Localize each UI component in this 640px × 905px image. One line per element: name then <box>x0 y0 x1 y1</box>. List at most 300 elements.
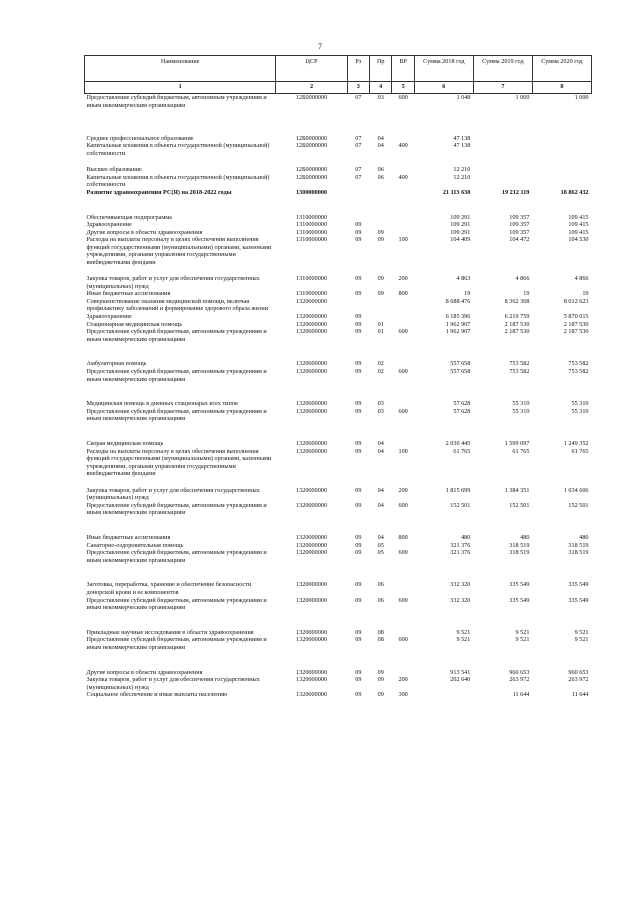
row-csr: 1320000000 <box>296 691 327 699</box>
row-sum-2019: 753 582 <box>509 360 530 368</box>
row-name: Предоставление субсидий бюджетным, автономным учреждениям и иным некоммерческим организациям <box>86 636 267 651</box>
table-row <box>85 629 592 637</box>
row-sum-2018: 109 291 <box>450 213 471 221</box>
row-sum-2020: 55 310 <box>571 400 589 408</box>
row-pr: 06 <box>377 166 384 174</box>
row-sum-2019: 2 187 530 <box>504 328 530 336</box>
row-vr: 600 <box>398 501 408 509</box>
row-spacer <box>85 652 592 661</box>
row-csr: 1300000000 <box>296 188 327 196</box>
row-sum-2019: 1 384 351 <box>504 486 530 494</box>
row-sum-2019: 1 599 097 <box>504 440 530 448</box>
row-sum-2020: 2 187 530 <box>563 320 589 328</box>
table-row <box>85 502 592 517</box>
row-rz: 09 <box>355 275 362 283</box>
row-pr: 04 <box>377 447 384 455</box>
row-sum-2019: 960 653 <box>509 668 530 676</box>
header-sum-2019: Сумма 2019 год <box>473 56 532 82</box>
row-sum-2020: 335 549 <box>568 581 589 589</box>
column-number: 8 <box>532 82 591 94</box>
row-spacer <box>85 196 592 205</box>
row-name: Заготовка, переработка, хранение и обеспечение безопасности донорской крови и ее компонентов <box>86 581 252 596</box>
row-sum-2018: 57 628 <box>453 407 471 415</box>
row-pr: 05 <box>377 541 384 549</box>
row-rz: 09 <box>355 628 362 636</box>
spacer-cell <box>85 118 592 127</box>
row-vr: 600 <box>398 407 408 415</box>
row-sum-2020: 55 310 <box>571 407 589 415</box>
row-rz: 09 <box>355 400 362 408</box>
row-pr: 08 <box>377 628 384 636</box>
row-sum-2020: 480 <box>579 534 589 541</box>
row-name: Здравоохранение <box>86 312 132 320</box>
row-rz: 09 <box>355 549 362 557</box>
row-sum-2020: 11 644 <box>571 691 589 699</box>
row-vr <box>392 135 414 143</box>
row-sum-2018: 332 320 <box>450 581 471 589</box>
row-name: Предоставление субсидий бюджетным, автономным учреждениям и иным некоммерческим организациям <box>86 328 267 343</box>
header-sum-2020: Сумма 2020 год <box>532 56 591 82</box>
row-sum-2019: 263 972 <box>509 676 530 684</box>
row-name: Предоставление субсидий бюджетным, автономным учреждениям и иным некоммерческим организациям <box>86 501 267 517</box>
row-pr: 09 <box>377 290 384 298</box>
table-row <box>85 400 592 408</box>
table-row <box>85 221 592 229</box>
row-sum-2020: 109 415 <box>568 221 589 229</box>
table-row <box>85 189 592 197</box>
row-rz: 09 <box>355 676 362 684</box>
row-vr: 200 <box>398 275 408 283</box>
row-rz: 09 <box>355 367 362 375</box>
spacer-cell <box>85 564 592 573</box>
row-name: Развитие здравоохранения РС(Я) на 2018-2022 годы <box>86 188 232 196</box>
row-rz: 07 <box>355 142 362 150</box>
table-header-row <box>85 56 592 82</box>
row-rz: 09 <box>355 312 362 320</box>
row-name: Скорая медицинская помощь <box>86 440 164 448</box>
row-vr <box>392 189 414 197</box>
row-vr: 600 <box>398 367 408 375</box>
spacer-cell <box>85 423 592 432</box>
row-sum-2020: 8 012 623 <box>563 297 589 305</box>
row-name: Другие вопросы в области здравоохранения <box>86 668 203 676</box>
column-number: 3 <box>347 82 369 94</box>
row-name: Иные бюджетные ассигнования <box>86 534 171 541</box>
table-row <box>85 360 592 368</box>
row-csr: 1320000000 <box>296 581 327 589</box>
row-name: Закупка товаров, работ и услуг для обеспечения государственных (муниципальных) нужд <box>86 486 260 502</box>
row-spacer <box>85 573 592 582</box>
row-rz: 09 <box>355 691 362 699</box>
row-sum-2019: 55 310 <box>512 407 530 415</box>
spacer-cell <box>85 573 592 582</box>
row-sum-2019: 55 310 <box>512 400 530 408</box>
row-rz: 09 <box>355 534 362 541</box>
row-sum-2019: 109 357 <box>509 213 530 221</box>
row-vr: 800 <box>398 534 408 541</box>
row-sum-2020: 152 501 <box>568 501 589 509</box>
row-vr: 100 <box>398 236 408 244</box>
row-pr: 03 <box>377 94 384 101</box>
row-sum-2019: 318 519 <box>509 549 530 557</box>
row-sum-2018: 913 541 <box>450 668 471 676</box>
row-csr: 1320000000 <box>296 636 327 644</box>
row-spacer <box>85 392 592 401</box>
row-csr: 1320000000 <box>296 360 327 368</box>
row-rz: 09 <box>355 541 362 549</box>
row-sum-2020 <box>532 174 591 189</box>
row-spacer <box>85 612 592 621</box>
header-sum-2018: Сумма 2018 год <box>414 56 473 82</box>
row-pr: 09 <box>377 668 384 676</box>
row-rz: 09 <box>355 228 362 236</box>
table-row <box>85 142 592 157</box>
row-csr: 1320000000 <box>296 668 327 676</box>
row-spacer <box>85 478 592 487</box>
row-rz: 07 <box>355 173 362 181</box>
table-row <box>85 368 592 383</box>
row-spacer <box>85 118 592 127</box>
row-pr: 06 <box>377 596 384 604</box>
table-row <box>85 691 592 699</box>
row-rz: 09 <box>355 407 362 415</box>
row-sum-2019: 19 212 119 <box>501 188 530 196</box>
row-rz <box>347 298 369 313</box>
row-sum-2018: 9 521 <box>456 636 471 644</box>
row-name: Здравоохранение <box>86 221 132 229</box>
row-name: Стационарная медицинская помощь <box>86 320 183 328</box>
row-sum-2018: 557 658 <box>450 367 471 375</box>
spacer-cell <box>85 126 592 135</box>
spacer-cell <box>85 383 592 392</box>
table-row <box>85 236 592 266</box>
row-sum-2019 <box>473 166 532 174</box>
row-vr <box>392 229 414 237</box>
row-sum-2018: 9 521 <box>456 628 471 636</box>
table-row <box>85 135 592 143</box>
row-rz <box>347 189 369 197</box>
header-vr: ВР <box>392 56 414 82</box>
row-pr: 09 <box>377 228 384 236</box>
row-pr <box>370 313 392 321</box>
row-sum-2019: 8 362 368 <box>504 297 530 305</box>
row-sum-2018: 332 320 <box>450 596 471 604</box>
row-csr: 1320000000 <box>296 596 327 604</box>
row-sum-2018: 47 138 <box>453 134 471 142</box>
row-vr <box>392 298 414 313</box>
row-csr: 12Б0000000 <box>295 142 328 150</box>
row-csr: 1320000000 <box>296 541 327 549</box>
row-name: Расходы на выплаты персоналу в целях обеспечения выполнения функций государственными (муниципальными) органами, казенными учреждениями, органами управления государственными внебюджетными фондами <box>86 236 272 266</box>
row-csr: 1320000000 <box>296 486 327 494</box>
row-sum-2020 <box>532 142 591 157</box>
row-sum-2019: 61 765 <box>512 447 530 455</box>
row-sum-2018: 1 815 699 <box>445 486 471 494</box>
row-sum-2020: 9 521 <box>574 636 589 644</box>
row-csr: 1320000000 <box>296 328 327 336</box>
row-csr: 1320000000 <box>296 312 327 320</box>
row-sum-2018: 152 501 <box>450 501 471 509</box>
row-sum-2019: 9 521 <box>515 636 530 644</box>
row-sum-2018: 1 048 <box>456 94 471 101</box>
row-name: Медицинская помощь в дневных стационарах всех типов <box>86 400 238 408</box>
row-sum-2020: 5 870 015 <box>563 312 589 320</box>
row-spacer <box>85 158 592 167</box>
spacer-cell <box>85 478 592 487</box>
row-name: Предоставление субсидий бюджетным, автономным учреждениям и иным некоммерческим организациям <box>86 407 267 423</box>
row-pr: 02 <box>377 367 384 375</box>
row-sum-2020: 18 862 432 <box>560 188 589 196</box>
row-spacer <box>85 620 592 629</box>
row-csr: 1320000000 <box>296 440 327 448</box>
row-spacer <box>85 423 592 432</box>
row-vr <box>392 313 414 321</box>
row-name: Предоставление субсидий бюджетным, автономным учреждениям и иным некоммерческим организациям <box>86 367 267 383</box>
row-spacer <box>85 126 592 135</box>
spacer-cell <box>85 158 592 167</box>
row-pr: 06 <box>377 173 384 181</box>
row-name: Капитальные вложения в объекты государственной (муниципальной) собственности <box>86 173 270 189</box>
row-vr <box>392 440 414 448</box>
row-vr: 200 <box>398 486 408 494</box>
row-rz: 09 <box>355 636 362 644</box>
table-row <box>85 636 592 651</box>
row-pr: 04 <box>377 142 384 150</box>
row-sum-2020: 109 415 <box>568 213 589 221</box>
row-pr: 09 <box>377 676 384 684</box>
row-spacer <box>85 109 592 118</box>
row-sum-2018: 109 291 <box>450 221 471 229</box>
header-csr: ЦСР <box>276 56 347 82</box>
row-name: Закупка товаров, работ и услуг для обеспечения государственных (муниципальных) нужд <box>86 275 260 290</box>
row-sum-2018: 109 291 <box>450 228 471 236</box>
spacer-cell <box>85 525 592 534</box>
row-name: Амбулаторная помощь <box>86 360 147 368</box>
row-vr <box>392 360 414 368</box>
row-name: Совершенствование оказания медицинской помощи, включая профилактику заболеваний и формирование здорового образа жизни <box>86 297 269 313</box>
table-row <box>85 166 592 174</box>
row-name: Расходы на выплаты персоналу в целях обеспечения выполнения функций государственными (муниципальными) органами, казенными учреждениями, органами управления государственными внебюджетными фондами <box>86 447 272 478</box>
row-rz: 09 <box>355 668 362 676</box>
table-row <box>85 298 592 313</box>
row-rz: 09 <box>355 596 362 604</box>
row-csr: 1320000000 <box>296 367 327 375</box>
table-row <box>85 174 592 189</box>
row-sum-2019: 104 472 <box>509 236 530 244</box>
row-rz: 07 <box>355 166 362 174</box>
spacer-cell <box>85 432 592 441</box>
row-pr: 04 <box>377 440 384 448</box>
row-csr: 1320000000 <box>296 447 327 455</box>
row-pr: 03 <box>377 400 384 408</box>
row-vr: 300 <box>398 691 408 699</box>
row-sum-2018: 1 962 907 <box>445 320 471 328</box>
row-sum-2020: 104 530 <box>568 236 589 244</box>
row-sum-2018: 12 210 <box>453 173 471 181</box>
row-pr: 08 <box>377 636 384 644</box>
column-number: 5 <box>392 82 414 94</box>
column-number: 1 <box>85 82 276 94</box>
table-row <box>85 669 592 677</box>
row-sum-2019 <box>473 174 532 189</box>
row-sum-2019: 1 000 <box>515 94 530 101</box>
row-spacer <box>85 564 592 573</box>
row-name: Прикладные научные исследования в области здравоохранения <box>86 628 254 636</box>
spacer-cell <box>85 652 592 661</box>
row-vr <box>392 542 414 550</box>
row-pr: 04 <box>377 534 384 541</box>
row-pr: 04 <box>377 501 384 509</box>
row-pr: 06 <box>377 581 384 589</box>
row-csr: 12Б0000000 <box>295 173 328 181</box>
row-rz: 09 <box>355 320 362 328</box>
row-rz: 09 <box>355 501 362 509</box>
row-sum-2018: 321 376 <box>450 541 471 549</box>
row-vr <box>392 221 414 229</box>
row-csr: 1310000000 <box>296 213 327 221</box>
row-vr <box>392 629 414 637</box>
row-name: Санаторно-оздоровительная помощь <box>86 541 184 549</box>
row-name: Обеспечивающая подпрограмма <box>86 213 172 221</box>
row-name: Предоставление субсидий бюджетным, автономным учреждениям и иным некоммерческим организациям <box>86 549 267 564</box>
row-pr <box>370 214 392 222</box>
row-sum-2019 <box>473 135 532 143</box>
row-vr <box>392 581 414 596</box>
row-rz: 09 <box>355 447 362 455</box>
row-sum-2020: 1 000 <box>574 94 589 101</box>
table-row <box>85 214 592 222</box>
table-row <box>85 549 592 564</box>
row-name: Среднее профессиональное образование <box>86 134 194 142</box>
row-sum-2018: 2 030 445 <box>445 440 471 448</box>
row-pr: 05 <box>377 549 384 557</box>
row-sum-2018: 19 <box>464 290 471 298</box>
row-vr: 400 <box>398 173 408 181</box>
header-name: Наименование <box>85 56 276 82</box>
row-pr <box>370 221 392 229</box>
row-csr: 1320000000 <box>296 407 327 415</box>
row-sum-2020: 335 549 <box>568 596 589 604</box>
row-sum-2020 <box>532 166 591 174</box>
row-csr: 12Б0000000 <box>295 94 328 101</box>
row-pr: 09 <box>377 275 384 283</box>
spacer-cell <box>85 267 592 276</box>
row-csr: 1320000000 <box>296 297 327 305</box>
row-sum-2019: 6 219 759 <box>504 312 530 320</box>
row-csr: 1310000000 <box>296 275 327 283</box>
row-vr: 100 <box>398 447 408 455</box>
row-sum-2018: 557 658 <box>450 360 471 368</box>
row-csr: 12Б0000000 <box>295 166 328 174</box>
row-rz: 09 <box>355 581 362 589</box>
table-row <box>85 448 592 478</box>
row-sum-2020: 753 582 <box>568 360 589 368</box>
row-spacer <box>85 352 592 361</box>
row-sum-2018: 202 640 <box>450 676 471 684</box>
row-pr: 03 <box>377 407 384 415</box>
row-name: Иные бюджетные ассигнования <box>86 290 171 298</box>
row-name: Предоставление субсидий бюджетным, автономным учреждениям и иным некоммерческим организациям <box>86 94 267 109</box>
row-vr: 800 <box>398 290 408 298</box>
row-sum-2020: 19 <box>582 290 589 298</box>
row-spacer <box>85 517 592 526</box>
row-sum-2019: 318 519 <box>509 541 530 549</box>
row-csr: 1320000000 <box>296 501 327 509</box>
row-sum-2018: 57 628 <box>453 400 471 408</box>
row-pr <box>370 298 392 313</box>
row-csr: 1320000000 <box>296 320 327 328</box>
table-row <box>85 542 592 550</box>
spacer-cell <box>85 392 592 401</box>
row-sum-2020: 318 519 <box>568 549 589 557</box>
row-vr <box>392 166 414 174</box>
row-sum-2019: 335 549 <box>509 581 530 589</box>
row-vr: 600 <box>398 328 408 336</box>
row-sum-2019: 11 644 <box>512 691 530 699</box>
spacer-cell <box>85 196 592 205</box>
row-sum-2019 <box>473 142 532 157</box>
row-sum-2020: 1 249 352 <box>563 440 589 448</box>
table-row <box>85 313 592 321</box>
row-sum-2019: 109 357 <box>509 228 530 236</box>
table-body <box>85 94 592 700</box>
row-sum-2020: 753 582 <box>568 367 589 375</box>
row-sum-2019: 753 582 <box>509 367 530 375</box>
row-pr: 02 <box>377 360 384 368</box>
table-row <box>85 229 592 237</box>
row-sum-2018: 12 210 <box>453 166 471 174</box>
row-sum-2019: 480 <box>520 534 530 541</box>
row-sum-2019: 19 <box>523 290 530 298</box>
row-rz: 09 <box>355 328 362 336</box>
row-spacer <box>85 343 592 352</box>
row-sum-2020 <box>532 135 591 143</box>
spacer-cell <box>85 620 592 629</box>
row-csr: 1310000000 <box>296 228 327 236</box>
row-csr: 1310000000 <box>296 290 327 298</box>
row-sum-2018: 6 185 396 <box>445 312 471 320</box>
page-number: 7 <box>318 42 322 51</box>
row-csr: 1320000000 <box>296 400 327 408</box>
row-pr: 01 <box>377 328 384 336</box>
row-name: Высшее образование <box>86 166 142 174</box>
header-pr: Пр <box>370 56 392 82</box>
table-row <box>85 676 592 691</box>
row-spacer <box>85 660 592 669</box>
spacer-cell <box>85 205 592 214</box>
table-row <box>85 328 592 343</box>
row-sum-2018: 21 113 630 <box>442 188 471 196</box>
spacer-cell <box>85 517 592 526</box>
row-vr <box>392 669 414 677</box>
table-row <box>85 408 592 423</box>
row-csr: 12Б0000000 <box>295 134 328 142</box>
row-sum-2020: 9 521 <box>574 628 589 636</box>
table-row <box>85 290 592 298</box>
row-sum-2020: 2 187 530 <box>563 328 589 336</box>
row-sum-2019: 2 187 530 <box>504 320 530 328</box>
row-csr: 1320000000 <box>296 534 327 541</box>
row-name: Другие вопросы в области здравоохранения <box>86 228 203 236</box>
spacer-cell <box>85 660 592 669</box>
table-row <box>85 487 592 502</box>
budget-table <box>84 55 592 699</box>
table-row <box>85 94 592 110</box>
row-csr: 1310000000 <box>296 236 327 244</box>
row-csr: 1310000000 <box>296 221 327 229</box>
row-sum-2020: 61 765 <box>571 447 589 455</box>
row-csr: 1320000000 <box>296 549 327 557</box>
